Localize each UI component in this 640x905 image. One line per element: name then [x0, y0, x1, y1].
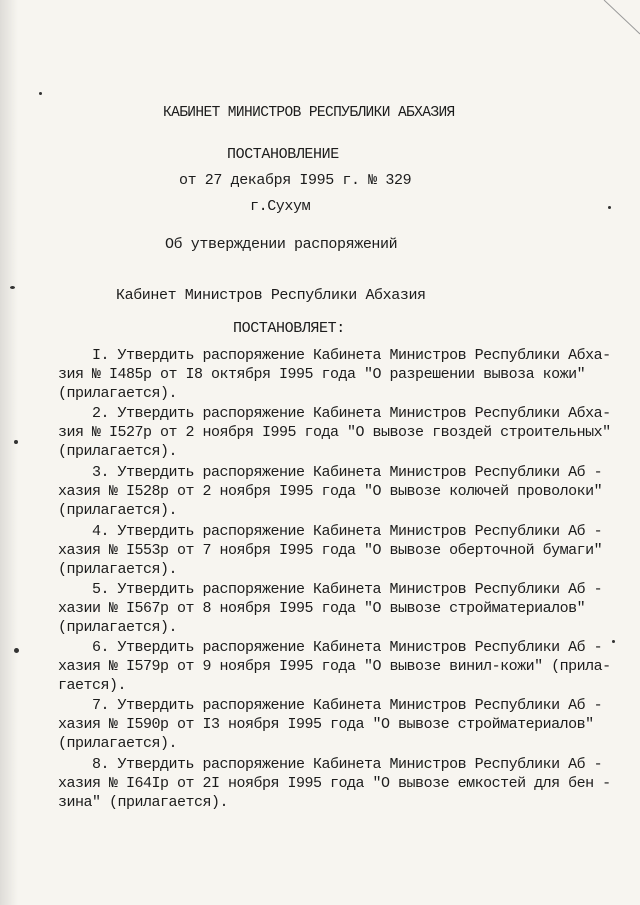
scan-speck [39, 92, 42, 95]
item-7-line-1: 7. Утвердить распоряжение Кабинета Министров Республики Аб - [58, 697, 603, 714]
item-6-line-3: гается). [58, 677, 127, 694]
scan-speck [14, 440, 18, 444]
document-date-number: от 27 декабря I995 г. № 329 [179, 172, 412, 189]
item-5-line-3: (прилагается). [58, 619, 178, 636]
item-6-line-1: 6. Утвердить распоряжение Кабинета Министров Республики Аб - [58, 639, 603, 656]
scan-speck [14, 648, 19, 653]
item-8-line-3: зина" (прилагается). [58, 794, 229, 811]
item-2-line-1: 2. Утвердить распоряжение Кабинета Министров Республики Абха- [58, 405, 611, 422]
scan-speck [612, 640, 615, 643]
document-place: г.Сухум [250, 198, 311, 215]
item-4-line-3: (прилагается). [58, 561, 178, 578]
scan-speck [10, 286, 15, 289]
item-1-line-3: (прилагается). [58, 385, 178, 402]
document-subject: Об утверждении распоряжений [165, 236, 398, 253]
item-2-line-3: (прилагается). [58, 443, 178, 460]
organization-title: КАБИНЕТ МИНИСТРОВ РЕСПУБЛИКИ АБХАЗИЯ [163, 105, 455, 121]
item-2-line-2: зия № I527р от 2 ноября I995 года "О вывозе гвоздей строительных" [58, 424, 611, 441]
item-6-line-2: хазия № I579р от 9 ноября I995 года "О вывозе винил-кожи" (прила- [58, 658, 611, 675]
item-4-line-1: 4. Утвердить распоряжение Кабинета Министров Республики Аб - [58, 523, 603, 540]
item-1-line-1: I. Утвердить распоряжение Кабинета Министров Республики Абха- [58, 347, 611, 364]
preamble-text: Кабинет Министров Республики Абхазия [116, 287, 426, 304]
document-type: ПОСТАНОВЛЕНИЕ [227, 146, 339, 163]
item-3-line-1: 3. Утвердить распоряжение Кабинета Министров Республики Аб - [58, 464, 603, 481]
item-3-line-2: хазия № I528р от 2 ноября I995 года "О вывозе колючей проволоки" [58, 483, 603, 500]
item-5-line-1: 5. Утвердить распоряжение Кабинета Министров Республики Аб - [58, 581, 603, 598]
decree-heading: ПОСТАНОВЛЯЕТ: [233, 320, 345, 337]
item-8-line-1: 8. Утвердить распоряжение Кабинета Министров Республики Аб - [58, 756, 603, 773]
scan-edge-shadow [0, 0, 18, 905]
item-7-line-3: (прилагается). [58, 735, 178, 752]
scan-speck [608, 206, 611, 209]
item-4-line-2: хазия № I553р от 7 ноября I995 года "О вывозе оберточной бумаги" [58, 542, 603, 559]
item-1-line-2: зия № I485р от I8 октября I995 года "О разрешении вывоза кожи" [58, 366, 586, 383]
page-fold-mark [580, 0, 640, 60]
item-7-line-2: хазия № I590р от I3 ноября I995 года "О вывозе стройматериалов" [58, 716, 594, 733]
item-5-line-2: хазии № I567р от 8 ноября I995 года "О вывозе стройматериалов" [58, 600, 586, 617]
item-3-line-3: (прилагается). [58, 502, 178, 519]
item-8-line-2: хазия № I64Iр от 2I ноября I995 года "О вывозе емкостей для бен - [58, 775, 611, 792]
